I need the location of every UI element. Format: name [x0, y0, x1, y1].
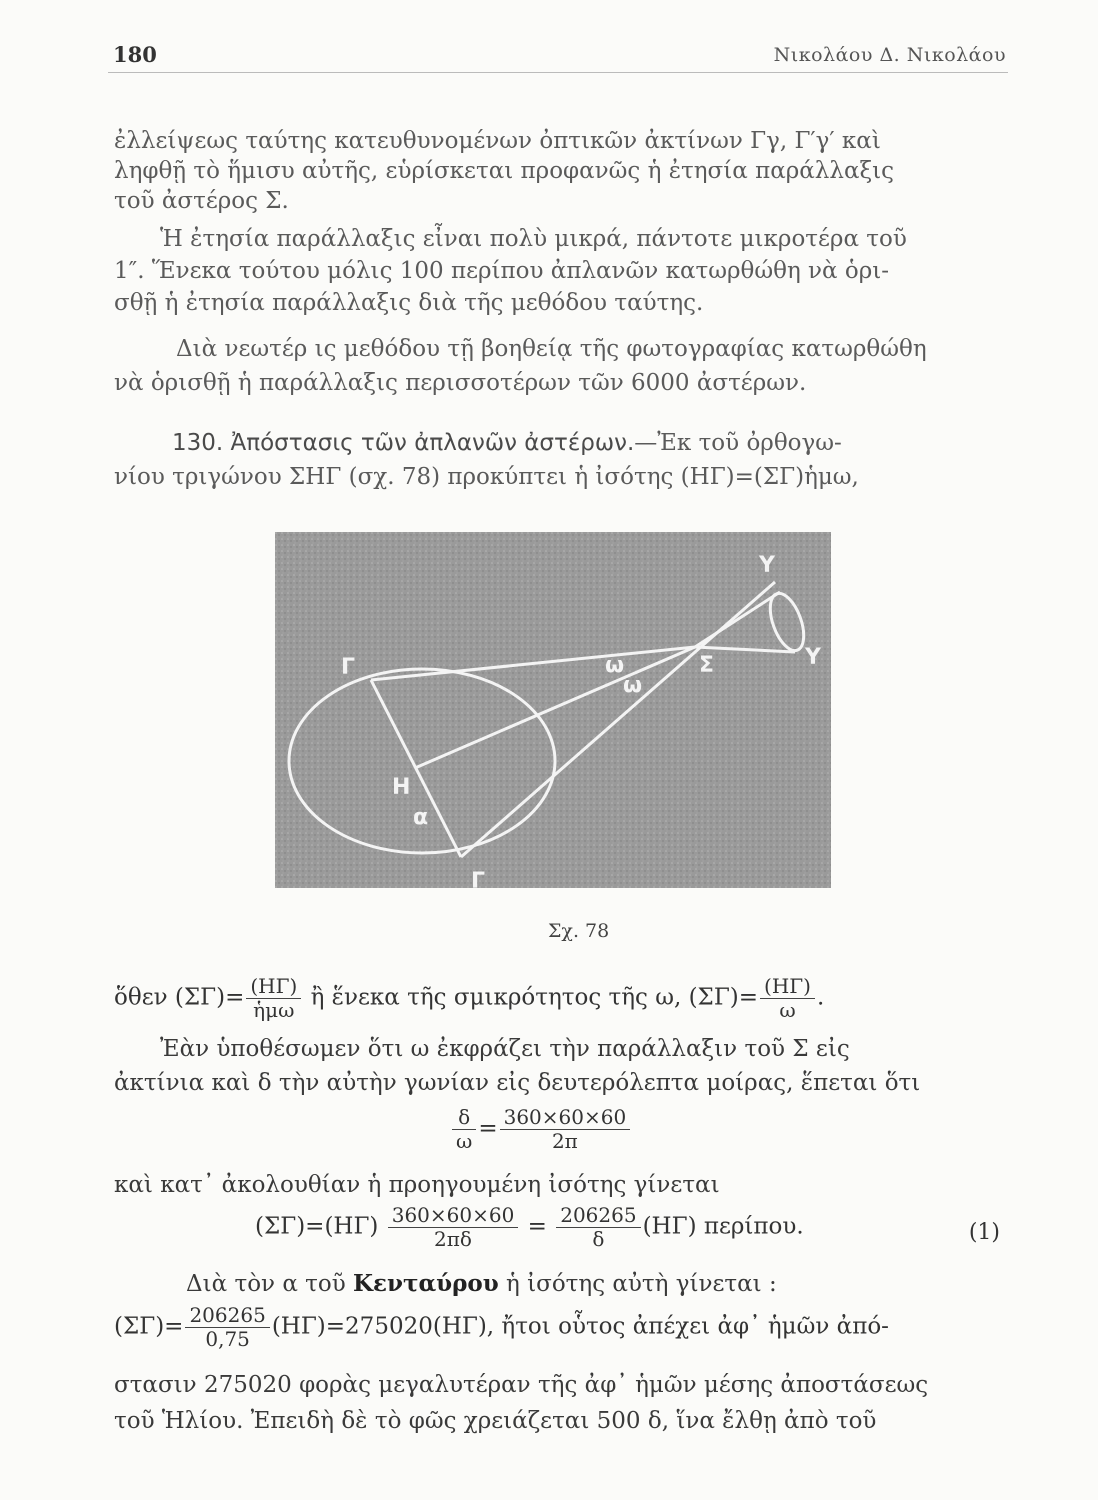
section-lead: —Ἐκ τοῦ ὀρθογω- — [634, 430, 842, 456]
eq2-right-denominator: 2π — [551, 1129, 578, 1153]
label-omega-2: ω — [623, 673, 643, 698]
eq4-numerator: 206265 — [185, 1304, 269, 1328]
eq1-numerator-2: (ΗΓ) — [760, 975, 815, 999]
text-line: τοῦ Ἡλίου. Ἐπειδὴ δὲ τὸ φῶς χρειάζεται 500 δ, ἵνα ἔλθῃ ἀπὸ τοῦ — [114, 1408, 877, 1434]
equation-1 — [114, 975, 824, 1022]
text-line: τοῦ ἀστέρος Σ. — [114, 188, 289, 214]
eq3-numerator-2: 206265 — [556, 1204, 640, 1228]
label-gamma-bottom: Γ — [471, 869, 486, 888]
figure-caption: Σχ. 78 — [548, 920, 610, 942]
eq1-fraction-2 — [760, 975, 815, 1022]
equation-2 — [450, 1106, 632, 1153]
figure-background — [275, 532, 831, 888]
label-sigma: Σ — [699, 653, 715, 678]
text4-pre: Διὰ τὸν α τοῦ — [186, 1271, 354, 1297]
text-line: σθῇ ἡ ἐτησία παράλλαξις διὰ τῆς μεθόδου ταύτης. — [114, 290, 704, 316]
eq4-denominator: 0,75 — [205, 1327, 250, 1351]
section-heading: 130. Ἀπόστασις τῶν ἀπλανῶν ἀστέρων. — [172, 430, 635, 456]
eq4-right: (ΗΓ)=275020(ΗΓ), ἤτοι οὗτος ἀπέχει ἀφ᾽ ἡμῶν ἀπό- — [271, 1313, 889, 1340]
text-line: στασιν 275020 φορὰς μεγαλυτέραν τῆς ἀφ᾽ ἡμῶν μέσης ἀποστάσεως — [114, 1372, 929, 1398]
text-line: Διὰ νεωτέρ ις μεθόδου τῇ βοηθείᾳ τῆς φωτογραφίας κατωρθώθη — [176, 336, 927, 362]
eq3-denominator: 2πδ — [434, 1227, 472, 1251]
text-line: ἀκτίνια καὶ δ τὴν αὐτὴν γωνίαν εἰς δευτερόλεπτα μοίρας, ἕπεται ὅτι — [114, 1070, 921, 1096]
page-number: 180 — [113, 42, 157, 67]
label-upsilon-bottom: Υ — [805, 645, 821, 670]
text-line: Ἐὰν ὑποθέσωμεν ὅτι ω ἐκφράζει τὴν παράλλαξιν τοῦ Σ εἰς — [160, 1036, 850, 1062]
figure-78-diagram — [275, 532, 831, 888]
eq1-denominator: ἡμω — [253, 998, 295, 1022]
text-line: καὶ κατ᾽ ἀκολουθίαν ἡ προηγουμένη ἰσότης γίνεται — [114, 1172, 720, 1198]
eq2-right-numerator: 360×60×60 — [500, 1106, 631, 1130]
eq2-right-fraction — [500, 1106, 631, 1153]
eq2-left-fraction — [452, 1106, 476, 1153]
label-gamma-top: Γ — [341, 655, 356, 680]
label-upsilon-top: Υ — [759, 553, 775, 578]
equation-4 — [114, 1304, 889, 1351]
eq3-numerator: 360×60×60 — [388, 1204, 519, 1228]
text-line: ἐλλείψεως ταύτης κατευθυνομένων ὀπτικῶν ἀκτίνων Γγ, Γ′γ′ καὶ — [114, 128, 881, 154]
section-130-line — [172, 430, 842, 456]
text-line: νίου τριγώνου ΣΗΓ (σχ. 78) προκύπτει ἡ ἰσότης (ΗΓ)=(ΣΓ)ἡμω, — [114, 464, 859, 490]
text4-bold: Κενταύρου — [353, 1270, 499, 1297]
text-line: Ἡ ἐτησία παράλλαξις εἶναι πολὺ μικρά, πάντοτε μικροτέρα τοῦ — [160, 226, 907, 252]
eq3-left: (ΣΓ)=(ΗΓ) — [255, 1213, 379, 1240]
eq3-right: (ΗΓ) περίπου. — [642, 1213, 804, 1240]
header-rule — [108, 72, 1008, 73]
label-eta: Η — [392, 775, 411, 800]
text-line: 1″. Ἕνεκα τούτου μόλις 100 περίπου ἀπλανῶν κατωρθώθη νὰ ὁρι- — [114, 258, 890, 284]
label-alpha: α — [413, 805, 429, 830]
label-omega-1: ω — [605, 653, 625, 678]
eq1-mid: ἢ ἕνεκα τῆς σμικρότητος τῆς ω, (ΣΓ)= — [310, 984, 759, 1011]
eq3-denominator-2: δ — [592, 1227, 605, 1251]
text4-post: ἡ ἰσότης αὐτὴ γίνεται : — [498, 1271, 777, 1297]
eq1-end: . — [816, 984, 825, 1011]
eq4-fraction — [185, 1304, 269, 1351]
eq1-fraction — [246, 975, 301, 1022]
eq3-equals: = — [527, 1213, 547, 1240]
text-line: ληφθῇ τὸ ἥμισυ αὐτῆς, εὑρίσκεται προφανῶς ἡ ἐτησία παράλλαξις — [114, 158, 895, 184]
eq1-prefix: ὅθεν (ΣΓ)= — [114, 984, 245, 1011]
eq1-denominator-2: ω — [779, 998, 796, 1022]
eq1-numerator: (ΗΓ) — [246, 975, 301, 999]
eq4-left: (ΣΓ)= — [114, 1313, 184, 1340]
eq3-fraction-1 — [388, 1204, 519, 1251]
text-line: νὰ ὁρισθῇ ἡ παράλλαξις περισσοτέρων τῶν 6000 ἀστέρων. — [114, 370, 807, 396]
eq2-equals: = — [478, 1115, 498, 1142]
eq3-fraction-2 — [556, 1204, 640, 1251]
eq2-numerator: δ — [452, 1106, 476, 1130]
eq2-denominator: ω — [456, 1129, 473, 1153]
running-header-author: Νικολάου Δ. Νικολάου — [773, 44, 1006, 66]
text-line-kentauros — [186, 1270, 777, 1297]
equation-3 — [255, 1204, 804, 1251]
equation-number: (1) — [968, 1220, 1000, 1245]
